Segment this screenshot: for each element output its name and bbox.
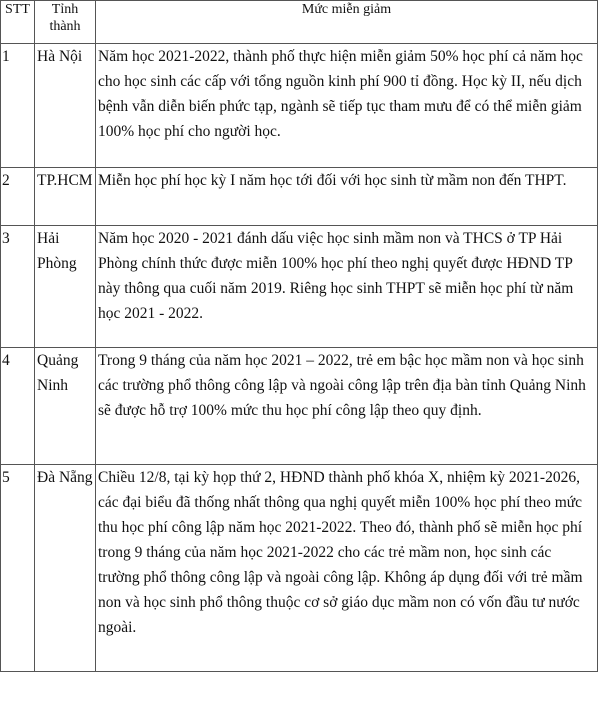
row-city: Đà Nẵng: [35, 465, 96, 672]
row-stt: 5: [1, 465, 35, 672]
row-city: Hà Nội: [35, 44, 96, 168]
row-city: TP.HCM: [35, 168, 96, 226]
header-stt: STT: [1, 1, 35, 44]
row-content: Năm học 2021-2022, thành phố thực hiện miễn giảm 50% học phí cả năm học cho học sinh các cấp với tổng nguồn kinh phí 900 tỉ đồng. Học kỳ II, nếu dịch bệnh vẫn diễn biến phức tạp, ngành sẽ tiếp tục tham mưu để có thể miễn giảm 100% học phí cho người học.: [96, 44, 598, 168]
table-header-row: [1, 1, 598, 44]
row-city: Quảng Ninh: [35, 348, 96, 465]
row-content: Năm học 2020 - 2021 đánh dấu việc học sinh mầm non và THCS ở TP Hải Phòng chính thức được miễn 100% học phí theo nghị quyết được HĐND TP này thông qua cuối năm 2019. Riêng học sinh THPT sẽ miễn học phí từ năm học 2021 - 2022.: [96, 226, 598, 348]
table-row: [1, 348, 598, 465]
table-row: [1, 226, 598, 348]
row-stt: 1: [1, 44, 35, 168]
table-row: [1, 44, 598, 168]
row-content: Miễn học phí học kỳ I năm học tới đối với học sinh từ mầm non đến THPT.: [96, 168, 598, 226]
row-content: Chiều 12/8, tại kỳ họp thứ 2, HĐND thành phố khóa X, nhiệm kỳ 2021-2026, các đại biểu đã thống nhất thông qua nghị quyết miễn 100% học phí theo mức thu học phí công lập năm học 2021-2022. Theo đó, thành phố sẽ miễn học phí trong 9 tháng của năm học 2021-2022 cho các trẻ mầm non, học sinh các trường phổ thông công lập và ngoài công lập. Không áp dụng đối với trẻ mầm non và học sinh phổ thông thuộc cơ sở giáo dục mầm non có vốn đầu tư nước ngoài.: [96, 465, 598, 672]
row-stt: 4: [1, 348, 35, 465]
row-content: Trong 9 tháng của năm học 2021 – 2022, trẻ em bậc học mầm non và học sinh các trường phổ thông công lập và ngoài công lập trên địa bàn tỉnh Quảng Ninh sẽ được hỗ trợ 100% mức thu học phí công lập theo quy định.: [96, 348, 598, 465]
header-reduction: Mức miễn giảm: [96, 1, 598, 44]
table-row: [1, 168, 598, 226]
row-stt: 2: [1, 168, 35, 226]
row-stt: 3: [1, 226, 35, 348]
table-row: [1, 465, 598, 672]
row-city: Hải Phòng: [35, 226, 96, 348]
header-city: Tỉnh thành: [35, 1, 96, 44]
